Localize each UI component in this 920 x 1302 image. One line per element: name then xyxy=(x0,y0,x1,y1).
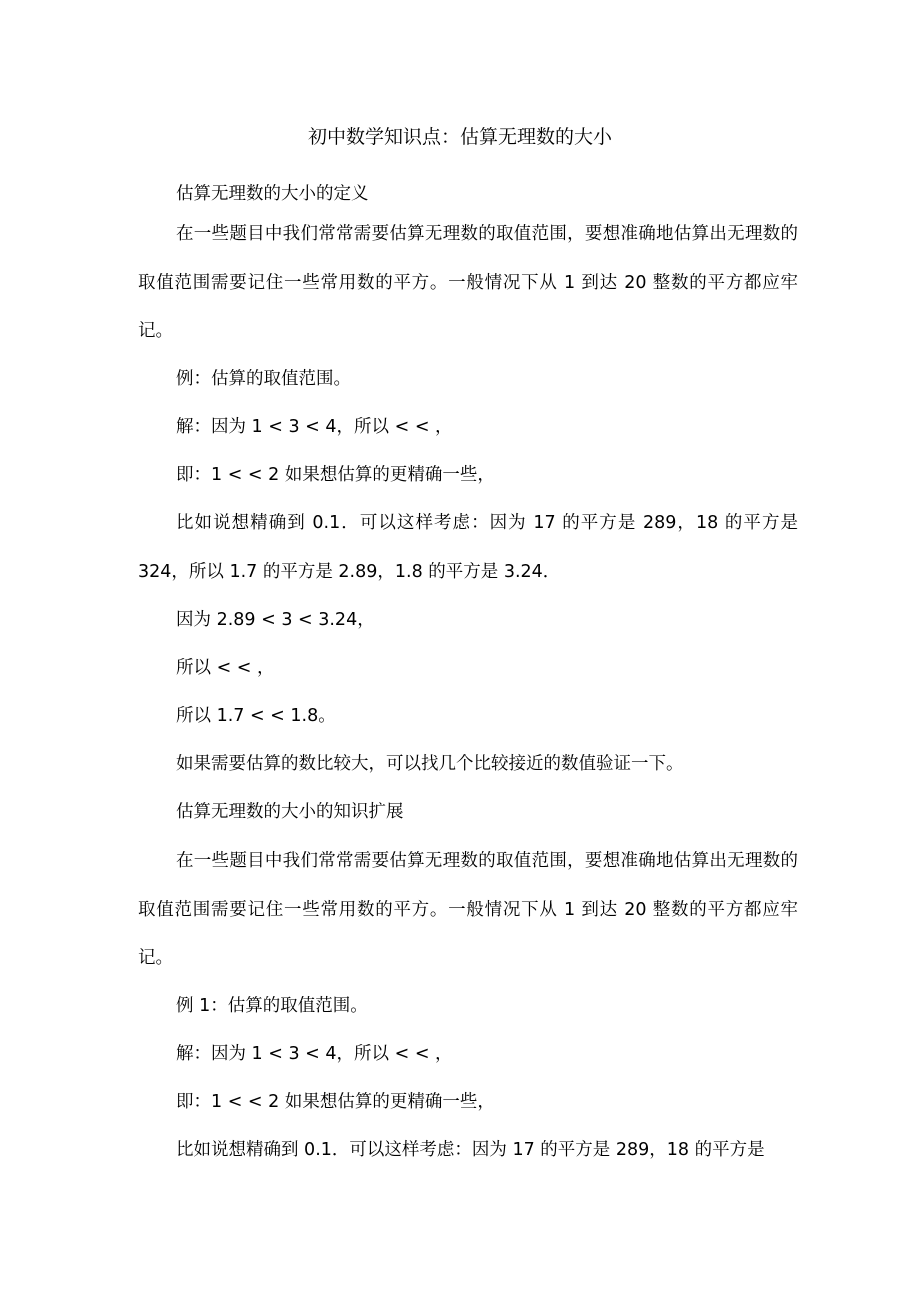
paragraph-heading-extension: 估算无理数的大小的知识扩展 xyxy=(176,802,404,822)
paragraph-because: 因为 2.89 < 3 < 3.24， xyxy=(176,610,375,630)
paragraph-heading-definition: 估算无理数的大小的定义 xyxy=(176,184,369,204)
paragraph-so: 所以 < < ， xyxy=(176,658,275,678)
document-title: 初中数学知识点：估算无理数的大小 xyxy=(307,126,612,148)
paragraph-so-result: 所以 1.7 < < 1.8。 xyxy=(176,706,336,726)
paragraph-intro-repeat: 在一些题目中我们常常需要估算无理数的取值范围，要想准确地估算出无理数的取值范围需要记住一些常用数的平方。一般情况下从 1 到达 20 整数的平方都应牢记。 xyxy=(138,851,798,968)
paragraph-therefore: 即：1 < < 2 如果想估算的更精确一些， xyxy=(176,465,495,485)
paragraph-solution: 解：因为 1 < 3 < 4，所以 < < ， xyxy=(176,417,453,437)
paragraph-example-1: 例 1：估算的取值范围。 xyxy=(176,996,368,1016)
paragraph-solution-repeat: 解：因为 1 < 3 < 4，所以 < < ， xyxy=(176,1044,453,1064)
paragraph-therefore-repeat: 即：1 < < 2 如果想估算的更精确一些， xyxy=(176,1092,495,1112)
paragraph-precision: 比如说想精确到 0.1．可以这样考虑：因为 17 的平方是 289，18 的平方是 324，所以 1.7 的平方是 2.89，1.8 的平方是 3.24． xyxy=(138,513,798,582)
paragraph-large-numbers: 如果需要估算的数比较大，可以找几个比较接近的数值验证一下。 xyxy=(176,754,684,774)
paragraph-example: 例：估算的取值范围。 xyxy=(176,369,351,389)
paragraph-precision-repeat: 比如说想精确到 0.1．可以这样考虑：因为 17 的平方是 289，18 的平方是 xyxy=(176,1140,765,1160)
paragraph-intro: 在一些题目中我们常常需要估算无理数的取值范围，要想准确地估算出无理数的取值范围需要记住一些常用数的平方。一般情况下从 1 到达 20 整数的平方都应牢记。 xyxy=(138,224,798,341)
